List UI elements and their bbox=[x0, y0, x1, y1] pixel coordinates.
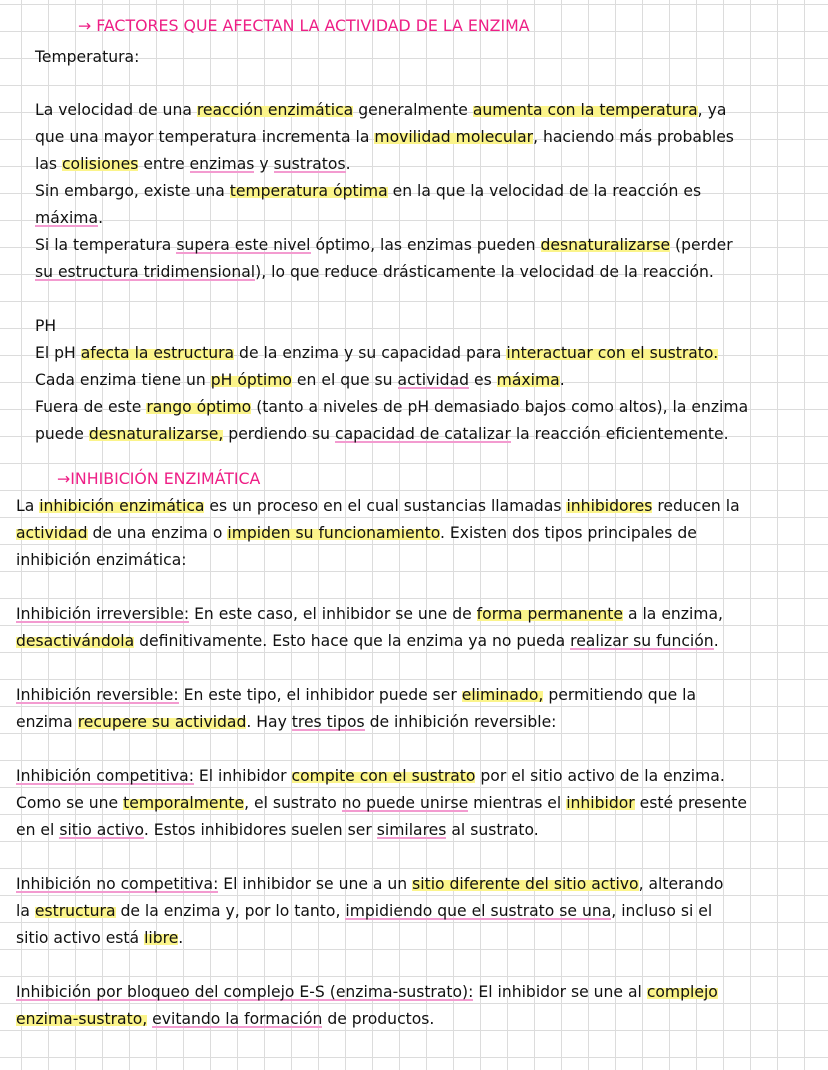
underlined-text: máxima bbox=[35, 209, 99, 227]
text-segment: reducen la bbox=[652, 497, 740, 515]
text-segment: . Estos inhibidores suelen ser bbox=[143, 821, 377, 839]
text-segment: El inhibidor se une al bbox=[473, 983, 647, 1001]
text-line bbox=[35, 178, 701, 205]
text-segment: permitiendo que la bbox=[543, 686, 697, 704]
text-segment: por el sitio activo de la enzima. bbox=[475, 767, 725, 785]
text-segment: las bbox=[35, 155, 62, 173]
highlighted-text: aumenta con la temperatura bbox=[472, 101, 698, 119]
text-segment: . bbox=[178, 929, 184, 947]
highlighted-text: inhibidor bbox=[566, 794, 635, 812]
underlined-text: sitio activo bbox=[59, 821, 144, 839]
underlined-text: Inhibición no competitiva: bbox=[16, 875, 219, 893]
underlined-text: supera este nivel bbox=[176, 236, 311, 254]
text-segment: . Existen dos tipos principales de bbox=[439, 524, 697, 542]
underlined-text: actividad bbox=[397, 371, 470, 389]
underlined-text: impidiendo que el sustrato se una bbox=[345, 902, 612, 920]
highlighted-text: eliminado, bbox=[461, 686, 544, 704]
highlighted-text: complejo bbox=[646, 983, 718, 1001]
text-line bbox=[16, 871, 723, 898]
text-segment: El inhibidor se une a un bbox=[218, 875, 413, 893]
text-segment: El pH bbox=[35, 344, 81, 362]
text-line bbox=[16, 790, 747, 817]
underlined-text: enzimas bbox=[189, 155, 255, 173]
text-segment: (tanto a niveles de pH demasiado bajos como altos), la enzima bbox=[251, 398, 749, 416]
text-segment: Sin embargo, existe una bbox=[35, 182, 230, 200]
text-segment: . bbox=[345, 155, 351, 173]
highlighted-text: libre bbox=[144, 929, 179, 947]
highlighted-text: afecta la estructura bbox=[80, 344, 235, 362]
text-segment: óptimo, las enzimas pueden bbox=[310, 236, 541, 254]
text-segment: entre bbox=[138, 155, 190, 173]
label-temperature: Temperatura: bbox=[35, 48, 140, 66]
highlighted-text: actividad bbox=[16, 524, 88, 542]
text-line bbox=[16, 547, 187, 574]
text-line bbox=[35, 97, 726, 124]
text-segment: En este tipo, el inhibidor puede ser bbox=[178, 686, 462, 704]
text-segment: En este caso, el inhibidor se une de bbox=[189, 605, 477, 623]
text-segment: de productos. bbox=[322, 1010, 435, 1028]
text-line bbox=[35, 151, 351, 178]
text-segment: y bbox=[254, 155, 274, 173]
underlined-text: tres tipos bbox=[291, 713, 365, 731]
underlined-text: evitando la formación bbox=[152, 1010, 323, 1028]
text-line bbox=[35, 232, 733, 259]
text-segment: La bbox=[16, 497, 40, 515]
highlighted-text: desnaturalizarse, bbox=[88, 425, 224, 443]
text-line bbox=[16, 925, 183, 952]
highlighted-text: inhibición enzimática bbox=[39, 497, 205, 515]
underlined-text: no puede unirse bbox=[341, 794, 469, 812]
text-segment: El inhibidor bbox=[193, 767, 292, 785]
text-segment: esté presente bbox=[634, 794, 747, 812]
underlined-text: similares bbox=[376, 821, 447, 839]
highlighted-text: impiden su funcionamiento bbox=[227, 524, 440, 542]
section-heading-inhibition: →INHIBICIÓN ENZIMÁTICA bbox=[57, 469, 261, 488]
text-segment: , el sustrato bbox=[244, 794, 342, 812]
text-segment: , alterando bbox=[638, 875, 724, 893]
text-line bbox=[16, 979, 718, 1006]
text-segment: , incluso si el bbox=[611, 902, 713, 920]
text-segment: sitio activo está bbox=[16, 929, 145, 947]
text-line bbox=[35, 124, 734, 151]
text-segment: enzima bbox=[16, 713, 78, 731]
highlighted-text: sitio diferente del sitio activo bbox=[412, 875, 639, 893]
text-segment: . bbox=[98, 209, 104, 227]
text-line bbox=[35, 205, 103, 232]
highlighted-text: estructura bbox=[34, 902, 116, 920]
text-segment: de la enzima y, por lo tanto, bbox=[115, 902, 346, 920]
text-segment: es un proceso en el cual sustancias llamadas bbox=[204, 497, 567, 515]
highlighted-text: recupere su actividad bbox=[77, 713, 247, 731]
text-segment: . bbox=[713, 632, 719, 650]
text-segment: perdiendo su bbox=[223, 425, 335, 443]
highlighted-text: desnaturalizarse bbox=[540, 236, 671, 254]
text-line bbox=[16, 898, 712, 925]
highlighted-text: interactuar con el sustrato. bbox=[506, 344, 719, 362]
highlighted-text: movilidad molecular bbox=[374, 128, 534, 146]
underlined-text: sustratos bbox=[273, 155, 346, 173]
text-segment: en el bbox=[16, 821, 60, 839]
text-segment: mientras el bbox=[468, 794, 567, 812]
text-segment: (perder bbox=[670, 236, 733, 254]
text-segment: generalmente bbox=[353, 101, 473, 119]
underlined-text: su estructura tridimensional bbox=[35, 263, 256, 281]
underlined-text: Inhibición competitiva: bbox=[16, 767, 194, 785]
text-line bbox=[16, 520, 697, 547]
text-line bbox=[35, 394, 748, 421]
text-segment: la bbox=[16, 902, 35, 920]
highlighted-text: pH óptimo bbox=[210, 371, 292, 389]
text-segment: . bbox=[559, 371, 565, 389]
text-segment: la reacción eficientemente. bbox=[510, 425, 729, 443]
highlighted-text: máxima bbox=[496, 371, 560, 389]
text-segment: La velocidad de una bbox=[35, 101, 197, 119]
underlined-text: realizar su función bbox=[570, 632, 714, 650]
text-segment: Cada enzima tiene un bbox=[35, 371, 211, 389]
highlighted-text: desactivándola bbox=[16, 632, 135, 650]
highlighted-text: temporalmente bbox=[123, 794, 245, 812]
underlined-text: Inhibición reversible: bbox=[16, 686, 179, 704]
text-line bbox=[16, 709, 556, 736]
highlighted-text: temperatura óptima bbox=[229, 182, 388, 200]
text-line bbox=[35, 421, 729, 448]
text-line bbox=[35, 367, 565, 394]
highlighted-text: colisiones bbox=[61, 155, 139, 173]
highlighted-text: compite con el sustrato bbox=[291, 767, 476, 785]
highlighted-text: inhibidores bbox=[566, 497, 653, 515]
text-segment: Como se une bbox=[16, 794, 124, 812]
text-segment: definitivamente. Esto hace que la enzima ya no pueda bbox=[134, 632, 571, 650]
highlighted-text: forma permanente bbox=[476, 605, 623, 623]
text-segment: de una enzima o bbox=[87, 524, 228, 542]
text-segment: inhibición enzimática: bbox=[16, 551, 187, 569]
text-segment: . Hay bbox=[246, 713, 292, 731]
text-segment: en el que su bbox=[291, 371, 398, 389]
text-line bbox=[16, 763, 725, 790]
text-segment: Si la temperatura bbox=[35, 236, 177, 254]
text-line bbox=[16, 628, 719, 655]
section-heading-factors: → FACTORES QUE AFECTAN LA ACTIVIDAD DE LA ENZIMA bbox=[78, 16, 530, 35]
text-line bbox=[16, 817, 539, 844]
text-segment: que una mayor temperatura incrementa la bbox=[35, 128, 375, 146]
text-line bbox=[35, 259, 714, 286]
text-segment: al sustrato. bbox=[446, 821, 539, 839]
underlined-text: Inhibición por bloqueo del complejo E-S (enzima-sustrato): bbox=[16, 983, 474, 1001]
text-segment: a la enzima, bbox=[623, 605, 724, 623]
text-segment: es bbox=[469, 371, 497, 389]
underlined-text: Inhibición irreversible: bbox=[16, 605, 190, 623]
highlighted-text: rango óptimo bbox=[146, 398, 252, 416]
text-line bbox=[16, 493, 740, 520]
text-segment: de la enzima y su capacidad para bbox=[234, 344, 507, 362]
text-segment: de inhibición reversible: bbox=[364, 713, 557, 731]
label-ph: PH bbox=[35, 317, 57, 335]
text-line bbox=[35, 340, 718, 367]
highlighted-text: enzima-sustrato, bbox=[16, 1010, 148, 1028]
text-segment: ), lo que reduce drásticamente la velocidad de la reacción. bbox=[255, 263, 714, 281]
text-line bbox=[16, 1006, 434, 1033]
text-segment: puede bbox=[35, 425, 89, 443]
text-segment: Fuera de este bbox=[35, 398, 147, 416]
underlined-text: capacidad de catalizar bbox=[335, 425, 511, 443]
highlighted-text: reacción enzimática bbox=[196, 101, 354, 119]
text-segment: , ya bbox=[697, 101, 727, 119]
text-line bbox=[16, 601, 723, 628]
text-segment: , haciendo más probables bbox=[533, 128, 734, 146]
text-segment: en la que la velocidad de la reacción es bbox=[387, 182, 702, 200]
text-line bbox=[16, 682, 696, 709]
